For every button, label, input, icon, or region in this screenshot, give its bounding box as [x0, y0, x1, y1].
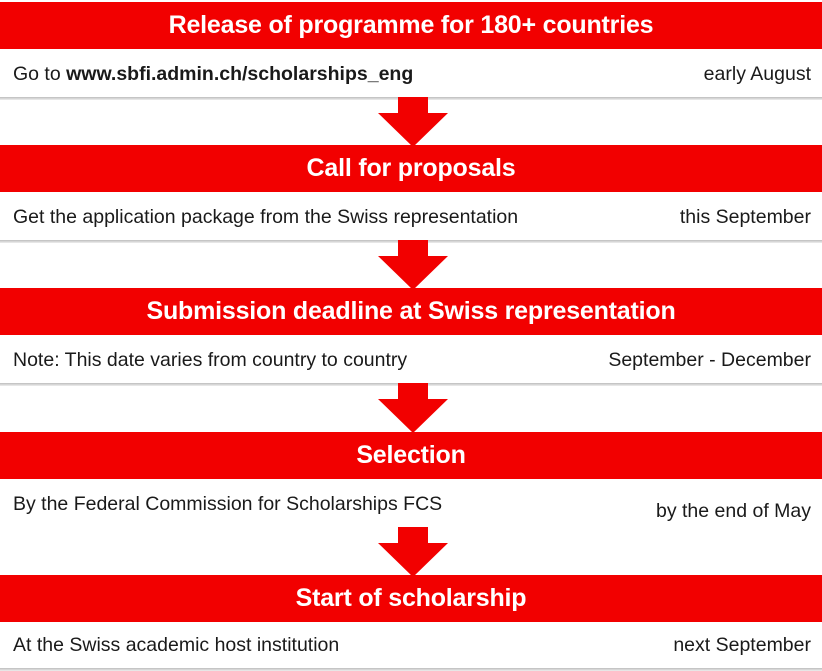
- down-arrow-icon: [378, 97, 448, 147]
- step-5-description: At the Swiss academic host institution: [13, 633, 340, 656]
- step-3-title: Submission deadline at Swiss representation: [146, 297, 676, 325]
- step-1-description-prefix: Go to: [13, 62, 67, 85]
- sbfi-link[interactable]: www.sbfi.admin.ch/scholarships_eng: [66, 62, 414, 85]
- down-arrow-icon: [378, 527, 448, 577]
- step-4-date-box: [541, 488, 822, 535]
- step-3-row: [0, 337, 822, 383]
- step-5-date: next September: [673, 633, 811, 656]
- step-4-description-box: [0, 484, 541, 525]
- step-2-date: this September: [679, 205, 811, 228]
- step-3-description: Note: This date varies from country to country: [13, 348, 408, 371]
- step-5-title: Start of scholarship: [295, 584, 527, 612]
- step-5-header: [0, 575, 822, 622]
- step-2-title: Call for proposals: [306, 154, 516, 182]
- step-3-date: September - December: [608, 348, 811, 371]
- down-arrow-icon: [378, 240, 448, 290]
- step-2-row: [0, 194, 822, 240]
- step-4-description: By the Federal Commission for Scholarships FCS: [13, 493, 443, 515]
- step-4-title: Selection: [356, 441, 466, 469]
- step-4-header: [0, 432, 822, 479]
- step-4-date: by the end of May: [655, 500, 811, 522]
- step-5-row: [0, 622, 822, 668]
- step-1-header: [0, 2, 822, 49]
- down-arrow-icon: [378, 383, 448, 433]
- step-1-title: Release of programme for 180+ countries: [168, 11, 654, 39]
- step-2-description: Get the application package from the Swiss representation: [13, 205, 519, 228]
- step-2-header: [0, 145, 822, 192]
- step-1-description: [13, 63, 413, 86]
- step-1-date: early August: [703, 62, 811, 85]
- step-1-row: [0, 51, 822, 97]
- step-3-header: [0, 288, 822, 335]
